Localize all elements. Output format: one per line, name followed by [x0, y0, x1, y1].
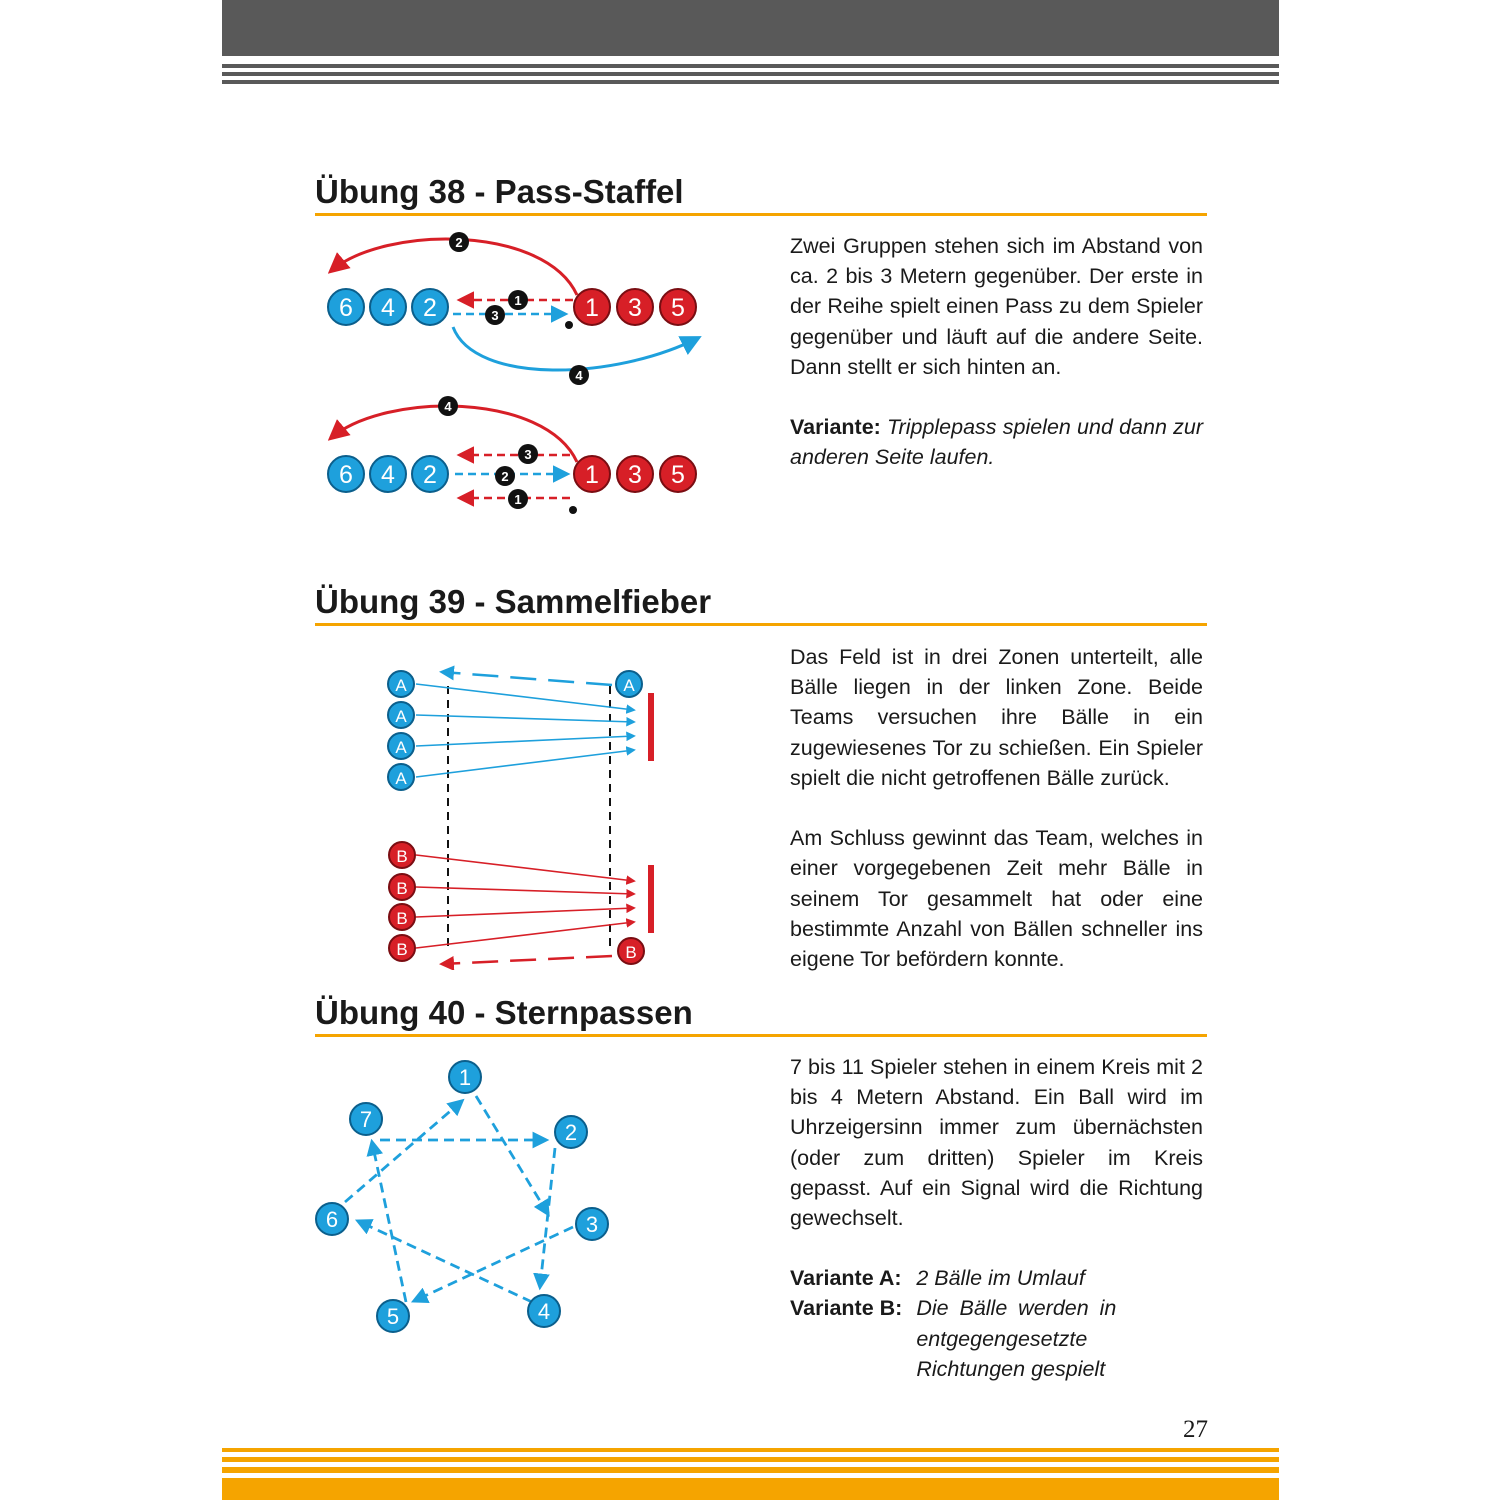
step-marker: [449, 232, 469, 252]
svg-text:5: 5: [671, 294, 685, 322]
player-5: [377, 1300, 409, 1332]
svg-text:A: A: [395, 676, 407, 695]
player-team-b: [389, 842, 415, 868]
collection-game-diagram: [380, 660, 670, 970]
svg-text:2: 2: [423, 294, 437, 322]
player-red: [660, 289, 696, 325]
footer-stripe: [222, 1467, 1279, 1473]
star-pass-diagram: [310, 1055, 610, 1345]
header-stripe: [222, 72, 1279, 76]
exercise-39-text: [790, 642, 1203, 974]
svg-text:2: 2: [564, 1120, 578, 1145]
run-arrow: [331, 406, 577, 462]
run-arrow: [453, 327, 698, 370]
goal-icon: [648, 865, 654, 933]
svg-text:B: B: [396, 909, 408, 928]
variant-b-label: Variante B:: [790, 1296, 903, 1321]
svg-text:1: 1: [514, 293, 522, 308]
player-red: [574, 456, 610, 492]
exercise-39-paragraph: Am Schluss gewinnt das Team, welches in einer vorgegebenen Zeit mehr Bälle in seinem Tor gesammelt hat oder eine bestimmte Anzahl von Bällen schneller ins eigene Tor befördern konnte.: [790, 826, 1203, 972]
variant-list: [790, 1263, 1116, 1384]
svg-text:3: 3: [628, 294, 642, 322]
exercise-38-paragraph: Zwei Gruppen stehen sich im Abstand von ca. 2 bis 3 Metern gegenüber. Der erste in der Reihe spielt einen Pass zu dem Spieler gegenüber und läuft auf die andere Seite. Dann stellt er sich hinten an.: [790, 234, 1203, 379]
player-team-b: [389, 935, 415, 961]
svg-text:4: 4: [575, 368, 583, 383]
svg-text:1: 1: [585, 294, 599, 322]
goal-icon: [648, 693, 654, 761]
step-marker: [508, 290, 528, 310]
header-stripe: [222, 64, 1279, 68]
pass-arrow: [540, 1148, 555, 1287]
player-red: [617, 456, 653, 492]
step-marker: [508, 489, 528, 509]
svg-text:4: 4: [444, 399, 452, 414]
exercise-39-paragraph: Das Feld ist in drei Zonen unterteilt, alle Bälle liegen in der linken Zone. Beide Teams versuchen ihre Bälle in ein zugewiesenes Tor zu schießen. Ein Spieler spielt die nicht getroffenen Bälle zurück.: [790, 645, 1203, 790]
player-2: [555, 1116, 587, 1148]
footer-stripe: [222, 1448, 1279, 1452]
page-number: 27: [1183, 1416, 1208, 1443]
svg-text:4: 4: [537, 1299, 551, 1324]
shot-arrow: [416, 736, 634, 746]
player-7: [350, 1103, 382, 1135]
step-marker: [485, 305, 505, 325]
player-4: [528, 1295, 560, 1327]
variant-b-text: Die Bälle werden in entgegengesetzte Richtungen gespielt: [916, 1296, 1117, 1381]
shot-arrow: [416, 887, 634, 894]
pass-arrow: [372, 1142, 406, 1302]
header-bar: [222, 0, 1279, 56]
header-stripe: [222, 80, 1279, 84]
svg-text:B: B: [396, 879, 408, 898]
variant-a-label: Variante A:: [790, 1266, 902, 1291]
step-marker: [495, 466, 515, 486]
return-arrow: [442, 956, 612, 964]
pass-arrow: [414, 1227, 573, 1301]
player-team-b: [389, 904, 415, 930]
player-red: [617, 289, 653, 325]
player-red: [574, 289, 610, 325]
svg-text:3: 3: [491, 308, 499, 323]
svg-text:5: 5: [671, 461, 685, 489]
player-team-b: [618, 938, 644, 964]
player-blue: [412, 456, 448, 492]
svg-text:3: 3: [524, 447, 532, 462]
player-team-a: [616, 671, 642, 697]
player-blue: [412, 289, 448, 325]
svg-text:3: 3: [585, 1212, 599, 1237]
svg-text:B: B: [396, 940, 408, 959]
svg-text:2: 2: [455, 235, 463, 250]
ball-icon: [569, 506, 577, 514]
step-marker: [438, 396, 458, 416]
footer-stripe: [222, 1457, 1279, 1462]
step-marker: [518, 444, 538, 464]
exercise-40-paragraph: 7 bis 11 Spieler stehen in einem Kreis mit 2 bis 4 Metern Abstand. Ein Ball wird im Uhrzeigersinn immer zum übernächsten (oder zum dritten) Spieler im Kreis gepasst. Auf ein Signal wird die Richtung gewechselt.: [790, 1055, 1203, 1231]
svg-text:A: A: [395, 738, 407, 757]
exercise-39-title: Übung 39 - Sammelfieber: [315, 582, 1207, 626]
svg-text:1: 1: [585, 461, 599, 489]
svg-text:2: 2: [423, 461, 437, 489]
player-team-a: [388, 733, 414, 759]
svg-text:6: 6: [339, 461, 353, 489]
return-arrow: [442, 672, 612, 685]
pass-arrow: [476, 1096, 548, 1214]
svg-text:B: B: [396, 847, 408, 866]
svg-text:7: 7: [359, 1107, 373, 1132]
svg-text:1: 1: [458, 1065, 472, 1090]
svg-text:1: 1: [514, 492, 522, 507]
svg-text:4: 4: [381, 294, 395, 322]
footer-stripe: [222, 1478, 1279, 1500]
ball-icon: [565, 321, 573, 329]
svg-text:A: A: [623, 676, 635, 695]
svg-text:3: 3: [628, 461, 642, 489]
variant-label: Variante:: [790, 415, 881, 440]
svg-text:A: A: [395, 707, 407, 726]
variant-a-text: 2 Bälle im Umlauf: [916, 1266, 1085, 1291]
step-marker: [569, 365, 589, 385]
svg-text:6: 6: [325, 1207, 339, 1232]
player-blue: [328, 456, 364, 492]
player-6: [316, 1203, 348, 1235]
exercise-38-title: Übung 38 - Pass-Staffel: [315, 172, 1207, 216]
player-1: [449, 1061, 481, 1093]
svg-text:4: 4: [381, 461, 395, 489]
pass-relay-diagram: [315, 225, 715, 530]
exercise-40-text: [790, 1052, 1203, 1384]
player-team-a: [388, 671, 414, 697]
pass-arrow: [358, 1221, 532, 1302]
exercise-38-variant: [790, 412, 1203, 472]
player-team-b: [389, 874, 415, 900]
player-team-a: [388, 764, 414, 790]
svg-text:B: B: [625, 943, 637, 962]
player-red: [660, 456, 696, 492]
svg-text:6: 6: [339, 294, 353, 322]
variant-text: Tripplepass spielen und dann zur anderen Seite laufen.: [790, 415, 1203, 470]
svg-text:5: 5: [386, 1304, 400, 1329]
exercise-40-title: Übung 40 - Sternpassen: [315, 993, 1207, 1037]
player-3: [576, 1208, 608, 1240]
svg-text:A: A: [395, 769, 407, 788]
exercise-38-text: [790, 231, 1203, 473]
svg-text:2: 2: [501, 469, 509, 484]
player-blue: [370, 289, 406, 325]
player-blue: [370, 456, 406, 492]
player-blue: [328, 289, 364, 325]
player-team-a: [388, 702, 414, 728]
